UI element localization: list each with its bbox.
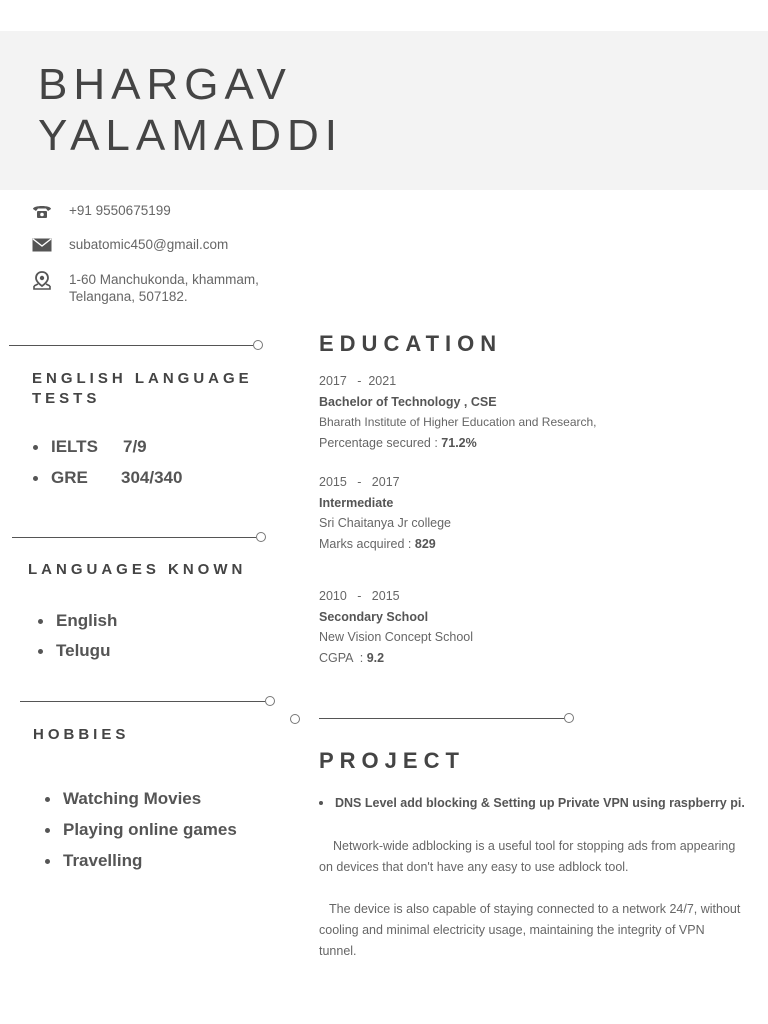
english-tests-title-line1: ENGLISH LANGUAGE (32, 370, 253, 387)
english-tests-title-line2: TESTS (32, 390, 101, 407)
language-name: Telugu (56, 641, 111, 660)
list-item (33, 436, 182, 458)
divider-dot (564, 713, 574, 723)
first-name: BHARGAV (38, 60, 292, 109)
hobbies-list (45, 788, 237, 872)
list-item (45, 850, 237, 872)
metric-label: CGPA : (319, 650, 367, 665)
email-address: subatomic450@gmail.com (69, 237, 229, 252)
divider-hobbies (20, 701, 265, 702)
metric-value: 71.2% (441, 435, 477, 450)
education-years: 2010 - 2015 (319, 589, 400, 603)
education-years: 2017 - 2021 (319, 374, 397, 388)
contact-email (31, 236, 228, 254)
test-score: 304/340 (121, 468, 183, 487)
list-item (38, 610, 117, 632)
test-score: 7/9 (123, 437, 147, 456)
address-line-2: Telangana, 507182. (69, 289, 188, 304)
divider-dot (290, 714, 300, 724)
address (69, 271, 259, 305)
bullet-dot (45, 828, 50, 833)
test-name: IELTS (51, 437, 98, 456)
metric-label: Marks acquired : (319, 536, 415, 551)
education-degree: Bachelor of Technology , CSE (319, 394, 497, 409)
education-degree: Secondary School (319, 609, 429, 624)
list-item (45, 788, 237, 810)
language-name: English (56, 611, 118, 630)
languages-title: LANGUAGES KNOWN (28, 561, 247, 578)
test-name: GRE (51, 468, 88, 487)
education-institution: New Vision Concept School (319, 630, 474, 644)
bullet-dot (319, 801, 323, 805)
english-tests-title (32, 369, 253, 409)
phone-number: +91 9550675199 (69, 203, 171, 218)
education-entry (319, 472, 451, 554)
hobbies-title: HOBBIES (33, 726, 130, 743)
education-entry (319, 586, 473, 668)
metric-value: 829 (414, 536, 436, 551)
address-line-1: 1-60 Manchukonda, khammam, (69, 272, 259, 287)
hobby-name: Watching Movies (63, 789, 202, 808)
project-item (319, 796, 745, 810)
bullet-dot (45, 859, 50, 864)
divider-dot (253, 340, 263, 350)
education-years: 2015 - 2017 (319, 475, 400, 489)
education-metric (319, 648, 473, 669)
divider-english (9, 345, 253, 346)
contact-phone (31, 202, 171, 220)
education-metric (319, 433, 597, 454)
phone-icon (31, 202, 53, 220)
education-metric (319, 534, 451, 555)
bullet-dot (45, 797, 50, 802)
education-institution: Bharath Institute of Higher Education and Research, (319, 415, 597, 429)
metric-label: Percentage secured : (319, 435, 442, 450)
divider-project (319, 718, 564, 719)
project-title: PROJECT (319, 748, 465, 773)
location-pin-icon (31, 271, 53, 291)
languages-list (38, 610, 117, 662)
divider-dot (265, 696, 275, 706)
bullet-dot (33, 476, 38, 481)
contact-address (31, 271, 259, 305)
education-entry (319, 371, 597, 453)
last-name: YALAMADDI (38, 111, 344, 160)
bullet-dot (38, 649, 43, 654)
project-name: DNS Level add blocking & Setting up Private VPN using raspberry pi. (335, 796, 745, 810)
list-item (38, 640, 117, 662)
education-institution: Sri Chaitanya Jr college (319, 516, 452, 530)
hobby-name: Playing online games (63, 820, 237, 839)
bullet-dot (33, 445, 38, 450)
divider-languages (12, 537, 256, 538)
project-description-2: The device is also capable of staying connected to a network 24/7, without cooling and minimal electricity usage, maintaining the integrity of VPN tunnel. (319, 902, 741, 958)
envelope-icon (31, 236, 53, 254)
education-title: EDUCATION (319, 331, 503, 356)
hobby-name: Travelling (63, 851, 143, 870)
divider-dot (256, 532, 266, 542)
bullet-dot (38, 619, 43, 624)
metric-value: 9.2 (366, 650, 385, 665)
education-degree: Intermediate (319, 495, 394, 510)
english-tests-list (33, 436, 182, 489)
list-item (45, 819, 237, 841)
list-item (33, 467, 182, 489)
project-description-1: Network-wide adblocking is a useful tool for stopping ads from appearing on devices that don't have any easy to use adblock tool. (319, 839, 736, 874)
